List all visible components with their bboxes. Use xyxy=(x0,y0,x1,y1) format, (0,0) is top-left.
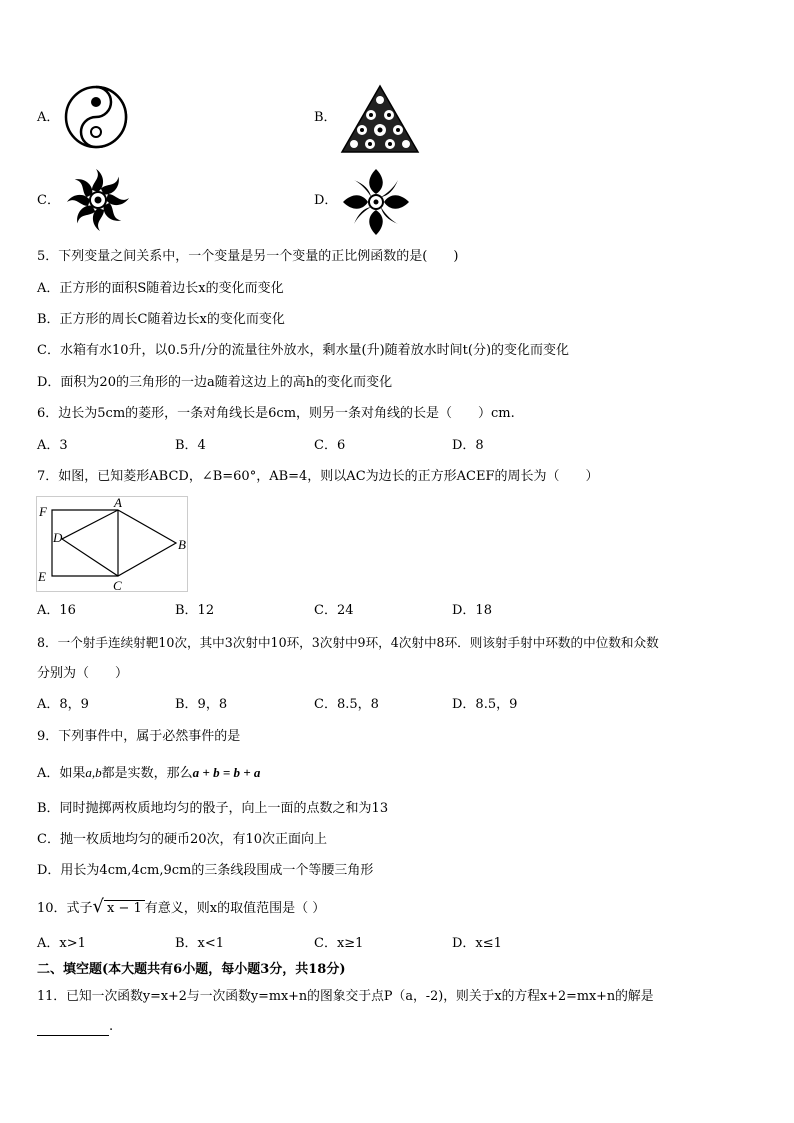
q5-option-a: A．正方形的面积S随着边长x的变化而变化 xyxy=(37,281,284,296)
q7-option-b: B．12 xyxy=(175,603,215,618)
q9-option-a-formula: a + b = b + a xyxy=(192,765,261,780)
q10-option-b: B．x<1 xyxy=(175,936,225,951)
q10-prefix: 10．式子 xyxy=(37,901,93,916)
q5-option-b: B．正方形的周长C随着边长x的变化而变化 xyxy=(37,312,285,327)
label-f: F xyxy=(39,504,47,519)
label-c: C xyxy=(113,578,122,592)
q10-suffix: 有意义，则x的取值范围是（ ） xyxy=(144,901,326,916)
q8-stem-line2: 分别为（ ） xyxy=(37,666,129,681)
q8-option-a: A．8，9 xyxy=(37,697,89,712)
label-d: D xyxy=(53,530,63,545)
q5-stem: 5．下列变量之间关系中，一个变量是另一个变量的正比例函数的是( ) xyxy=(37,249,459,264)
q4-option-b-label: B． xyxy=(314,110,337,125)
q6-option-b: B．4 xyxy=(175,438,206,453)
q4-option-a-label: A． xyxy=(37,110,60,125)
q8-option-c: C．8.5，8 xyxy=(314,697,379,712)
q9-option-a-vars: a,b xyxy=(85,765,102,780)
q8-stem-line1: 8．一个射手连续射靶10次，其中3次射中10环，3次射中9环，4次射中8环．则该射手射中环数的中位数和众数 xyxy=(37,635,659,650)
pinwheel-flower-icon xyxy=(64,166,132,234)
q9-option-a-prefix: A．如果 xyxy=(37,766,86,781)
answer-blank xyxy=(37,1021,109,1036)
q5-option-c: C．水箱有水10升，以0.5升/分的流量往外放水，剩水量(升)随着放水时间t(分)的变化而变化 xyxy=(37,343,570,358)
q10-stem xyxy=(37,898,325,918)
q11-end: . xyxy=(109,1019,114,1034)
q9-option-c: C．抛一枚质地均匀的硬币20次，有10次正面向上 xyxy=(37,832,328,847)
q7-stem: 7．如图，已知菱形ABCD，∠B=60°，AB=4，则以AC为边长的正方形ACEF的周长为（ ） xyxy=(37,469,599,484)
q10-option-c: C．x≥1 xyxy=(314,936,364,951)
q9-option-a xyxy=(37,764,260,783)
q10-option-a: A．x>1 xyxy=(37,936,86,951)
triangle-pattern-icon xyxy=(340,84,420,154)
q10-option-d: D．x≤1 xyxy=(452,936,502,951)
label-e: E xyxy=(38,569,46,584)
q10-radicand: x − 1 xyxy=(104,900,145,916)
q8-option-d: D．8.5，9 xyxy=(452,697,518,712)
q7-option-a: A．16 xyxy=(37,603,76,618)
q6-option-c: C．6 xyxy=(314,438,346,453)
q6-option-a: A．3 xyxy=(37,438,68,453)
q7-option-c: C．24 xyxy=(314,603,354,618)
q6-option-d: D．8 xyxy=(452,438,484,453)
q4-option-c-label: C． xyxy=(37,193,60,208)
q9-stem: 9．下列事件中，属于必然事件的是 xyxy=(37,729,241,744)
q4-option-d-label: D． xyxy=(314,193,338,208)
q11-stem: 11．已知一次函数y=x+2与一次函数y=mx+n的图象交于点P（a，-2)，则关于x的方程x+2=mx+n的解是 xyxy=(37,989,654,1004)
label-a: A xyxy=(114,496,122,510)
rhombus-square-figure xyxy=(36,496,188,592)
yin-yang-icon xyxy=(64,85,128,149)
sqrt-icon: √ xyxy=(92,896,105,917)
q5-option-d: D．面积为20的三角形的一边a随着这边上的高h的变化而变化 xyxy=(37,375,393,390)
q7-option-d: D．18 xyxy=(452,603,492,618)
q9-option-a-middle: 都是实数，那么 xyxy=(101,766,193,781)
q11-answer-line xyxy=(37,1018,113,1036)
q9-option-d: D．用长为4cm,4cm,9cm的三条线段围成一个等腰三角形 xyxy=(37,863,374,878)
label-b: B xyxy=(178,537,186,552)
q9-option-b: B．同时抛掷两枚质地均匀的骰子，向上一面的点数之和为13 xyxy=(37,801,389,816)
q8-option-b: B．9，8 xyxy=(175,697,228,712)
section-title: 二、填空题(本大题共有6小题，每小题3分，共18分) xyxy=(37,962,346,977)
four-leaf-ornament-icon xyxy=(340,166,412,238)
q6-stem: 6．边长为5cm的菱形，一条对角线长是6cm，则另一条对角线的长是（ ）cm. xyxy=(37,406,515,421)
